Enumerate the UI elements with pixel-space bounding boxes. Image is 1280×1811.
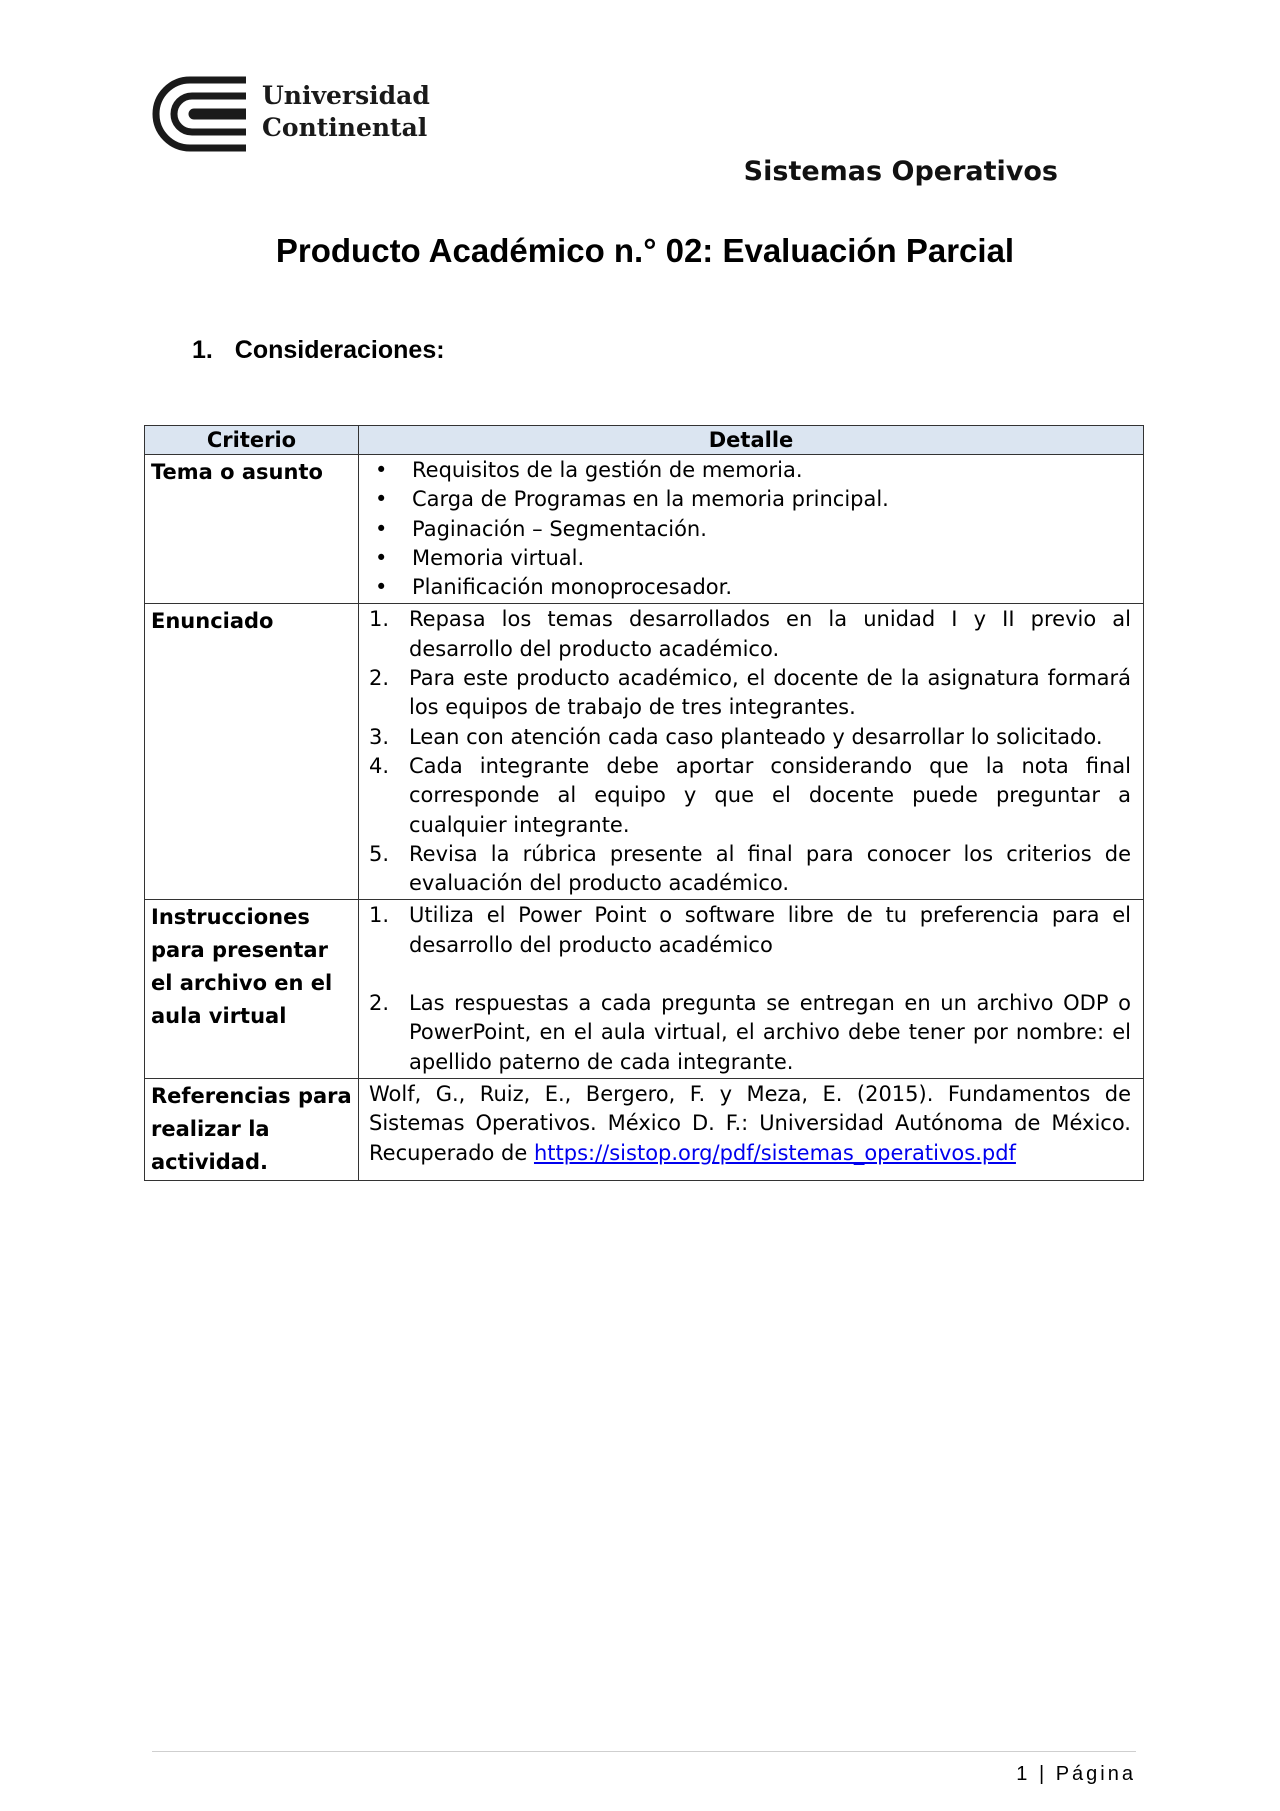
- list-item-number: 3.: [369, 724, 390, 749]
- list-item-text: Las respuestas a cada pregunta se entregan en un archivo ODP o PowerPoint, en el aula virtual, el archivo debe tener por nombre: el apellido paterno de cada integrante.: [409, 991, 1131, 1074]
- footer-separator: |: [1038, 1763, 1048, 1785]
- list-item-text: Cada integrante debe aportar considerando que la nota final corresponde al equipo y que el docente puede preguntar a cualquier integrante.: [409, 753, 1131, 837]
- bullet-icon: •: [375, 487, 388, 512]
- list-item: [369, 723, 1131, 752]
- bullet-icon: •: [375, 516, 388, 541]
- university-name-line1: Universidad: [262, 81, 430, 110]
- header-criterio: Criterio: [145, 426, 359, 455]
- reference-cell: [359, 1078, 1144, 1180]
- criterio-cell: Referencias para realizar la actividad.: [145, 1078, 359, 1180]
- university-name-line2: Continental: [262, 113, 428, 142]
- section-number: 1.: [192, 336, 213, 364]
- list-item-text: Paginación – Segmentación.: [412, 516, 707, 541]
- submission-list: [369, 901, 1131, 1076]
- instruction-list: [369, 605, 1131, 898]
- criterio-cell: Instrucciones para presentar el archivo en el aula virtual: [145, 900, 359, 1078]
- list-item: [369, 485, 1131, 514]
- page-number: 1: [1016, 1763, 1031, 1785]
- list-item-number: 2.: [369, 666, 390, 691]
- reference-text: Wolf, G., Ruiz, E., Bergero, F. y Meza, E. (2015). Fundamentos de Sistemas Operativos. México D. F.: Universidad Autónoma de México. Recuperado de: [369, 1081, 1131, 1165]
- course-name: Sistemas Operativos: [743, 156, 1058, 187]
- list-item: [369, 456, 1131, 485]
- page-footer: [1016, 1763, 1136, 1786]
- list-item: [369, 752, 1131, 840]
- table-row: [145, 900, 1144, 1078]
- list-item-number: 2.: [369, 991, 390, 1016]
- university-logo-mark: [150, 76, 250, 152]
- university-logo: [150, 76, 430, 152]
- reference-link[interactable]: https://sistop.org/pdf/sistemas_operativos.pdf: [533, 1140, 1016, 1165]
- list-item: [369, 515, 1131, 544]
- detalle-cell: [359, 900, 1144, 1078]
- section-title: Consideraciones:: [234, 336, 445, 364]
- criterio-cell: Enunciado: [145, 604, 359, 900]
- list-item: [369, 664, 1131, 723]
- list-item: [369, 573, 1131, 602]
- list-item-text: Repasa los temas desarrollados en la unidad I y II previo al desarrollo del producto académico.: [409, 607, 1131, 661]
- list-item-number: 1.: [369, 903, 390, 928]
- list-item-text: Lean con atención cada caso planteado y desarrollar lo solicitado.: [409, 724, 1103, 749]
- list-item-text: Planificación monoprocesador.: [412, 575, 733, 600]
- table-header-row: [145, 426, 1144, 455]
- criterio-cell: Tema o asunto: [145, 455, 359, 604]
- list-item-text: Carga de Programas en la memoria principal.: [412, 487, 889, 512]
- list-item-number: 1.: [369, 607, 390, 632]
- list-item-text: Utiliza el Power Point o software libre de tu preferencia para el desarrollo del producto académico: [409, 903, 1131, 957]
- topic-list: [369, 456, 1131, 602]
- bullet-icon: •: [375, 545, 388, 570]
- list-item: [369, 605, 1131, 664]
- page-label: Página: [1055, 1763, 1136, 1785]
- document-title: Producto Académico n.° 02: Evaluación Parcial: [275, 232, 1015, 269]
- detalle-cell: [359, 455, 1144, 604]
- table-row: [145, 455, 1144, 604]
- list-item: [369, 989, 1131, 1077]
- list-item: [369, 544, 1131, 573]
- list-item-text: Memoria virtual.: [412, 545, 585, 570]
- section-heading: [192, 336, 445, 365]
- bullet-icon: •: [375, 575, 388, 600]
- detalle-cell: [359, 604, 1144, 900]
- list-item-text: Requisitos de la gestión de memoria.: [412, 458, 803, 482]
- footer-divider: [152, 1751, 1136, 1752]
- considerations-table: [144, 425, 1144, 1181]
- bullet-icon: •: [375, 458, 388, 482]
- list-item-text: Revisa la rúbrica presente al final para conocer los criterios de evaluación del producto académico.: [409, 841, 1131, 896]
- table-row: [145, 604, 1144, 900]
- list-item-number: 4.: [369, 753, 390, 778]
- table-row: [145, 1078, 1144, 1180]
- header-detalle: Detalle: [359, 426, 1144, 455]
- list-item: [369, 901, 1131, 960]
- list-item-text: Para este producto académico, el docente de la asignatura formará los equipos de trabajo de tres integrantes.: [409, 666, 1131, 720]
- list-item: [369, 840, 1131, 899]
- university-name: [262, 80, 430, 144]
- list-item-number: 5.: [369, 841, 390, 866]
